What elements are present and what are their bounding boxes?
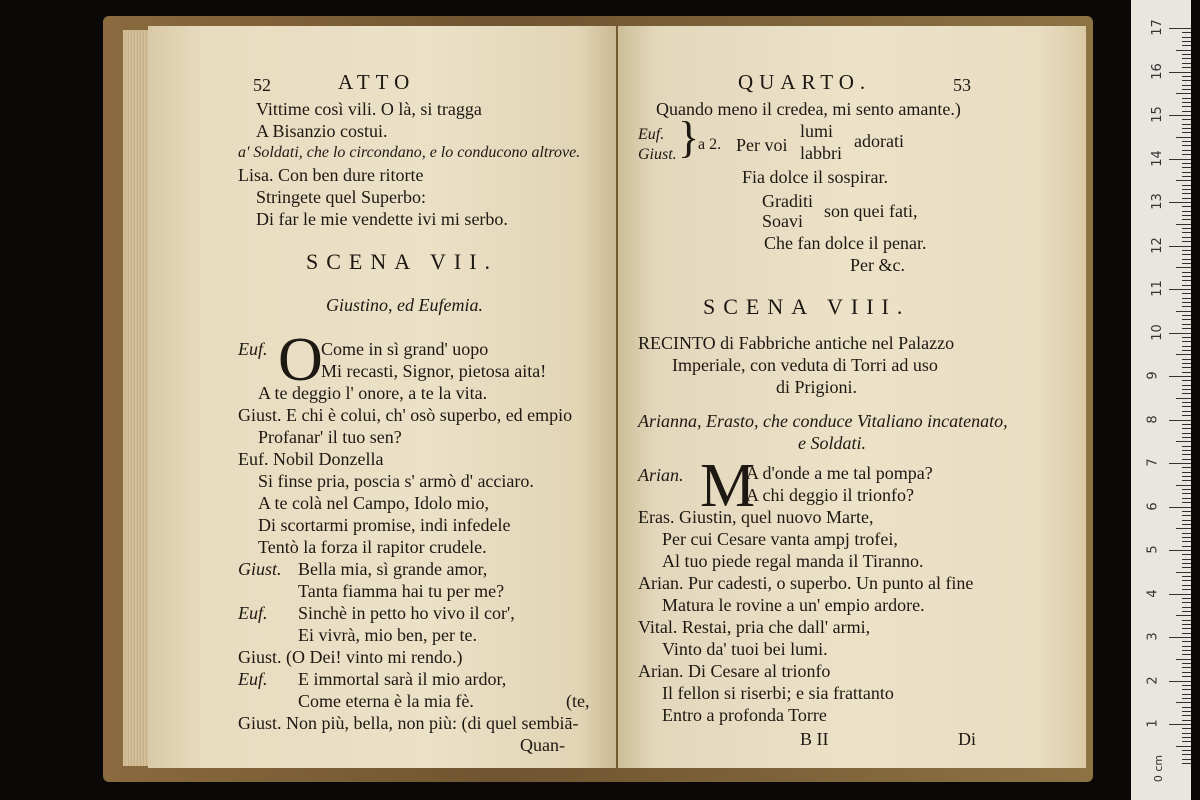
ruler-minor-tick (1182, 750, 1191, 751)
ruler-minor-tick (1182, 119, 1191, 120)
text-line: Tanta fiamma hai tu per me? (298, 581, 505, 601)
ruler-minor-tick (1182, 319, 1191, 320)
ruler-minor-tick (1182, 285, 1191, 286)
ruler-minor-tick (1182, 715, 1191, 716)
text-line: Tentò la forza il rapitor crudele. (258, 537, 487, 557)
ruler-number: 9 (1145, 371, 1161, 380)
speaker: Euf. (238, 339, 268, 359)
ruler-minor-tick (1182, 280, 1191, 281)
speaker: Euf. (238, 603, 268, 623)
ruler-minor-tick (1182, 132, 1191, 133)
ruler-tick (1169, 202, 1191, 203)
ruler-minor-tick (1176, 50, 1191, 51)
ruler-minor-tick (1182, 167, 1191, 168)
ruler-minor-tick (1182, 393, 1191, 394)
ruler-minor-tick (1176, 702, 1191, 703)
ruler-number: 4 (1145, 588, 1161, 598)
text-line: Giust. (O Dei! vinto mi rendo.) (238, 647, 463, 667)
ruler-minor-tick (1182, 89, 1191, 90)
setting-line: di Prigioni. (776, 377, 858, 397)
ruler-minor-tick (1182, 663, 1191, 664)
ruler-minor-tick (1182, 711, 1191, 712)
text-line: Di scortarmi promise, indi infedele (258, 515, 511, 535)
ruler-minor-tick (1182, 415, 1191, 416)
ruler-number: 12 (1149, 236, 1165, 254)
ruler-minor-tick (1182, 459, 1191, 460)
ruler-minor-tick (1182, 763, 1191, 764)
ruler-minor-tick (1182, 641, 1191, 642)
ruler-minor-tick (1182, 198, 1191, 199)
ruler-minor-tick (1182, 163, 1191, 164)
text-line: labbri (800, 143, 842, 163)
text-line: Entro a profonda Torre (662, 705, 827, 725)
text-line: Giust. Non più, bella, non più: (di quel sembiā- (238, 713, 579, 733)
ruler-tick (1169, 289, 1191, 290)
text-line: Come in sì grand' uopo (321, 339, 489, 359)
ruler-minor-tick (1176, 441, 1191, 442)
ruler-minor-tick (1182, 546, 1191, 547)
ruler-minor-tick (1182, 672, 1191, 673)
brace-icon: } (678, 113, 700, 162)
text-line: Vinto da' tuoi bei lumi. (662, 639, 828, 659)
ruler-minor-tick (1182, 211, 1191, 212)
ruler-minor-tick (1182, 106, 1191, 107)
ruler-number: 2 (1145, 675, 1161, 685)
ruler-minor-tick (1182, 541, 1191, 542)
ruler-minor-tick (1176, 354, 1191, 355)
ruler-minor-tick (1182, 424, 1191, 425)
ruler-minor-tick (1182, 293, 1191, 294)
ruler-minor-tick (1182, 189, 1191, 190)
catchword: Di (958, 729, 976, 749)
ruler-minor-tick (1182, 694, 1191, 695)
text-line: Come eterna è la mia fè. (298, 691, 474, 711)
ruler-minor-tick (1182, 707, 1191, 708)
speaker: Euf. (238, 669, 268, 689)
ruler-minor-tick (1182, 567, 1191, 568)
ruler-minor-tick (1176, 615, 1191, 616)
ruler-minor-tick (1176, 224, 1191, 225)
text-line: Graditi (762, 191, 813, 211)
ruler-minor-tick (1182, 350, 1191, 351)
ruler-minor-tick (1182, 63, 1191, 64)
ruler-minor-tick (1182, 185, 1191, 186)
stage-direction: a' Soldati, che lo circondano, e lo conducono altrove. (238, 144, 581, 161)
ruler-minor-tick (1176, 659, 1191, 660)
text-line: Arian. Di Cesare al trionfo (638, 661, 831, 681)
ruler-minor-tick (1182, 54, 1191, 55)
ruler-minor-tick (1182, 450, 1191, 451)
ruler-tick (1169, 594, 1191, 595)
ruler-tick (1169, 246, 1191, 247)
measuring-ruler (1131, 0, 1191, 800)
ruler-minor-tick (1182, 241, 1191, 242)
text-line: E immortal sarà il mio ardor, (298, 669, 507, 689)
ruler-minor-tick (1182, 302, 1191, 303)
ruler-minor-tick (1182, 654, 1191, 655)
text-line: Sinchè in petto ho vivo il cor', (298, 603, 515, 623)
ruler-tick (1169, 724, 1191, 725)
ruler-minor-tick (1182, 646, 1191, 647)
ruler-number: 8 (1145, 414, 1161, 424)
ruler-minor-tick (1176, 311, 1191, 312)
ruler-minor-tick (1182, 406, 1191, 407)
ruler-minor-tick (1182, 41, 1191, 42)
text-line: A Bisanzio costui. (256, 121, 388, 141)
text-line: Di far le mie vendette ivi mi serbo. (256, 209, 508, 229)
ruler-minor-tick (1182, 689, 1191, 690)
ruler-number: 11 (1149, 280, 1165, 297)
ruler-minor-tick (1182, 341, 1191, 342)
ruler-minor-tick (1182, 628, 1191, 629)
ruler-minor-tick (1182, 359, 1191, 360)
ruler-minor-tick (1182, 428, 1191, 429)
ruler-minor-tick (1182, 367, 1191, 368)
ruler-minor-tick (1182, 698, 1191, 699)
ruler-minor-tick (1182, 298, 1191, 299)
ruler-number: 5 (1145, 545, 1161, 554)
ruler-minor-tick (1182, 254, 1191, 255)
text-line: A d'onde a me tal pompa? (746, 463, 933, 483)
ruler-minor-tick (1182, 111, 1191, 112)
ruler-minor-tick (1182, 598, 1191, 599)
text-line: Mi recasti, Signor, pietosa aita! (321, 361, 547, 381)
ruler-minor-tick (1176, 398, 1191, 399)
ruler-minor-tick (1182, 259, 1191, 260)
scene-heading: SCENA VIII. (703, 294, 911, 319)
ruler-minor-tick (1182, 145, 1191, 146)
drop-cap: M (700, 452, 756, 520)
ruler-minor-tick (1182, 520, 1191, 521)
open-book (103, 16, 1093, 782)
ruler-minor-tick (1182, 102, 1191, 103)
setting-line: RECINTO di Fabbriche antiche nel Palazzo (638, 333, 955, 353)
text-line: A chi deggio il trionfo? (746, 485, 914, 505)
ruler-minor-tick (1182, 306, 1191, 307)
ruler-minor-tick (1182, 346, 1191, 347)
ruler-minor-tick (1182, 37, 1191, 38)
ruler-minor-tick (1182, 328, 1191, 329)
ruler-minor-tick (1182, 206, 1191, 207)
ruler-minor-tick (1176, 746, 1191, 747)
speaker: Giust. (638, 146, 677, 163)
text-line: adorati (854, 131, 904, 151)
page-number: 53 (953, 75, 971, 95)
ruler-number: 3 (1145, 632, 1161, 641)
ruler-minor-tick (1182, 315, 1191, 316)
ruler-minor-tick (1182, 733, 1191, 734)
ruler-minor-tick (1176, 485, 1191, 486)
ruler-minor-tick (1182, 402, 1191, 403)
ruler-minor-tick (1182, 219, 1191, 220)
ruler-minor-tick (1182, 754, 1191, 755)
ruler-number: 14 (1149, 149, 1165, 167)
ruler-tick (1169, 637, 1191, 638)
ruler-tick (1169, 72, 1191, 73)
left-page (148, 26, 616, 768)
ruler-minor-tick (1182, 563, 1191, 564)
ruler-minor-tick (1182, 263, 1191, 264)
text-line: (te, (566, 691, 590, 711)
ruler-minor-tick (1182, 32, 1191, 33)
ruler-minor-tick (1182, 237, 1191, 238)
ruler-tick (1169, 507, 1191, 508)
ruler-tick (1169, 333, 1191, 334)
signature-mark: B II (800, 729, 829, 749)
drop-cap: O (278, 326, 323, 394)
ruler-minor-tick (1182, 232, 1191, 233)
speaker: Giust. (238, 559, 282, 579)
ruler-minor-tick (1182, 554, 1191, 555)
text-line: Bella mia, sì grande amor, (298, 559, 488, 579)
ruler-minor-tick (1182, 141, 1191, 142)
text-line: Fia dolce il sospirar. (742, 167, 888, 187)
ruler-minor-tick (1182, 172, 1191, 173)
ruler-minor-tick (1182, 437, 1191, 438)
scene-characters: Giustino, ed Eufemia. (326, 295, 483, 315)
ruler-minor-tick (1182, 80, 1191, 81)
ruler-minor-tick (1182, 98, 1191, 99)
ruler-minor-tick (1182, 58, 1191, 59)
ruler-minor-tick (1182, 128, 1191, 129)
ruler-number: 10 (1149, 323, 1165, 341)
ruler-minor-tick (1182, 620, 1191, 621)
text-line: Il fellon si riserbi; e sia frattanto (662, 683, 894, 703)
ruler-minor-tick (1182, 272, 1191, 273)
ruler-minor-tick (1182, 533, 1191, 534)
ruler-minor-tick (1182, 624, 1191, 625)
text-line: Profanar' il tuo sen? (258, 427, 402, 447)
ruler-minor-tick (1182, 650, 1191, 651)
text-line: Ei vivrà, mio ben, per te. (298, 625, 477, 645)
ruler-minor-tick (1182, 611, 1191, 612)
ruler-minor-tick (1182, 759, 1191, 760)
ruler-number: 1 (1145, 719, 1161, 728)
ruler-minor-tick (1176, 137, 1191, 138)
ruler-tick (1169, 681, 1191, 682)
ruler-minor-tick (1176, 572, 1191, 573)
ruler-minor-tick (1182, 607, 1191, 608)
text-line: Per &c. (850, 255, 905, 275)
ruler-tick (1169, 159, 1191, 160)
speaker: Euf. (638, 126, 665, 143)
text-line: Euf. Nobil Donzella (238, 449, 384, 469)
ruler-minor-tick (1182, 737, 1191, 738)
ruler-minor-tick (1182, 337, 1191, 338)
scene-heading: SCENA VII. (306, 249, 499, 274)
ruler-minor-tick (1182, 511, 1191, 512)
ruler-tick (1169, 115, 1191, 116)
ruler-minor-tick (1182, 228, 1191, 229)
text-line: a 2. (698, 136, 722, 153)
text-line: Vital. Restai, pria che dall' armi, (638, 617, 871, 637)
text-line: Arian. Pur cadesti, o superbo. Un punto al fine (638, 573, 974, 593)
ruler-minor-tick (1182, 193, 1191, 194)
text-line: Stringete quel Superbo: (256, 187, 426, 207)
ruler-minor-tick (1182, 150, 1191, 151)
ruler-number: 15 (1149, 106, 1165, 123)
ruler-minor-tick (1182, 176, 1191, 177)
ruler-minor-tick (1182, 215, 1191, 216)
right-page (618, 26, 1086, 768)
text-line: Che fan dolce il penar. (764, 233, 927, 253)
ruler-minor-tick (1182, 389, 1191, 390)
ruler-minor-tick (1182, 324, 1191, 325)
ruler-tick (1169, 463, 1191, 464)
ruler-minor-tick (1182, 580, 1191, 581)
ruler-number: 7 (1145, 458, 1161, 467)
text-line: lumi (800, 121, 834, 141)
ruler-minor-tick (1182, 676, 1191, 677)
ruler-minor-tick (1182, 385, 1191, 386)
ruler-minor-tick (1182, 154, 1191, 155)
ruler-minor-tick (1182, 454, 1191, 455)
text-line: A te colà nel Campo, Idolo mio, (258, 493, 489, 513)
ruler-unit: 0 cm (1152, 754, 1166, 783)
ruler-number: 17 (1149, 19, 1165, 36)
ruler-minor-tick (1182, 728, 1191, 729)
scene-characters: Arianna, Erasto, che conduce Vitaliano incatenato, (638, 411, 1008, 431)
ruler-minor-tick (1182, 720, 1191, 721)
ruler-minor-tick (1176, 180, 1191, 181)
ruler-minor-tick (1182, 667, 1191, 668)
catchword: Quan- (520, 735, 565, 755)
running-head: QUARTO. (738, 70, 872, 94)
ruler-minor-tick (1176, 93, 1191, 94)
text-line: A te deggio l' onore, a te la vita. (258, 383, 488, 403)
ruler-minor-tick (1182, 433, 1191, 434)
ruler-minor-tick (1182, 493, 1191, 494)
ruler-tick (1169, 376, 1191, 377)
ruler-minor-tick (1182, 741, 1191, 742)
ruler-minor-tick (1182, 124, 1191, 125)
ruler-minor-tick (1182, 602, 1191, 603)
page-number: 52 (253, 75, 271, 95)
ruler-minor-tick (1182, 76, 1191, 77)
ruler-number: 6 (1145, 501, 1161, 511)
ruler-minor-tick (1182, 411, 1191, 412)
ruler-tick (1169, 28, 1191, 29)
ruler-minor-tick (1182, 559, 1191, 560)
text-line: Matura le rovine a un' empio ardore. (662, 595, 925, 615)
ruler-minor-tick (1182, 85, 1191, 86)
ruler-minor-tick (1182, 250, 1191, 251)
text-line: Lisa. Con ben dure ritorte (238, 165, 424, 185)
ruler-minor-tick (1176, 528, 1191, 529)
ruler-minor-tick (1176, 267, 1191, 268)
ruler-minor-tick (1182, 576, 1191, 577)
ruler-minor-tick (1182, 363, 1191, 364)
ruler-minor-tick (1182, 498, 1191, 499)
ruler-minor-tick (1182, 524, 1191, 525)
ruler-tick (1169, 420, 1191, 421)
ruler-minor-tick (1182, 585, 1191, 586)
ruler-minor-tick (1182, 685, 1191, 686)
text-line: Quando meno il credea, mi sento amante.) (656, 99, 961, 119)
setting-line: Imperiale, con veduta di Torri ad uso (672, 355, 938, 375)
text-line: Si finse pria, poscia s' armò d' acciaro. (258, 471, 534, 491)
ruler-number: 16 (1149, 62, 1165, 80)
text-line: Vittime così vili. O là, si tragga (256, 99, 482, 119)
ruler-minor-tick (1182, 67, 1191, 68)
running-head: ATTO (338, 70, 416, 94)
ruler-minor-tick (1182, 480, 1191, 481)
text-line: son quei fati, (824, 201, 918, 221)
ruler-minor-tick (1182, 45, 1191, 46)
ruler-minor-tick (1182, 446, 1191, 447)
text-line: Eras. Giustin, quel nuovo Marte, (638, 507, 874, 527)
ruler-minor-tick (1182, 472, 1191, 473)
text-line: Giust. E chi è colui, ch' osò superbo, ed empio (238, 405, 573, 425)
speaker: Arian. (638, 465, 684, 485)
ruler-tick (1169, 550, 1191, 551)
text-line: Soavi (762, 211, 804, 231)
scene-characters: e Soldati. (798, 433, 866, 453)
ruler-minor-tick (1182, 502, 1191, 503)
ruler-minor-tick (1182, 537, 1191, 538)
text-line: Al tuo piede regal manda il Tiranno. (662, 551, 924, 571)
ruler-minor-tick (1182, 372, 1191, 373)
ruler-minor-tick (1182, 589, 1191, 590)
ruler-minor-tick (1182, 380, 1191, 381)
ruler-minor-tick (1182, 515, 1191, 516)
ruler-number: 13 (1149, 193, 1165, 210)
ruler-minor-tick (1182, 276, 1191, 277)
text-line: Per cui Cesare vanta ampj trofei, (662, 529, 898, 549)
ruler-minor-tick (1182, 489, 1191, 490)
text-line: Per voi (736, 135, 788, 155)
ruler-minor-tick (1182, 476, 1191, 477)
ruler-minor-tick (1182, 633, 1191, 634)
ruler-minor-tick (1182, 467, 1191, 468)
